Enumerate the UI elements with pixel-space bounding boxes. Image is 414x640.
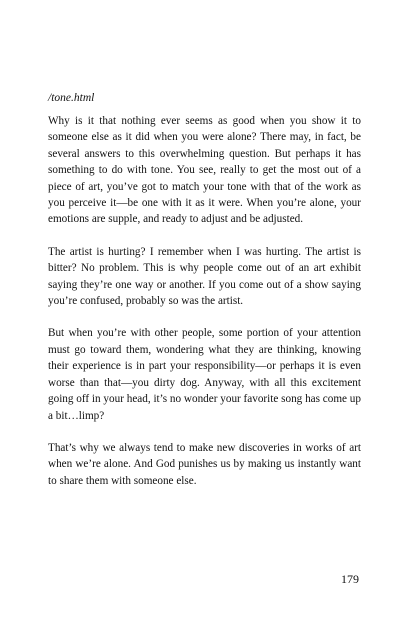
paragraph: Why is it that nothing ever seems as good when you show it to someone else as it did when you were alone? There may, in fact, be several answers to this overwhelming question. But perhaps it has something to do with tone. You see, really to get the most out of a piece of art, you’ve got to match your tone with that of the work as you perceive it—be one with it as it were. When you’re alone, your emotions are supple, and ready to adjust and be adjusted. [48, 115, 361, 226]
paragraph: The artist is hurting? I remember when I was hurting. The artist is bitter? No problem. This is why people come out of an art exhibit saying they’re one way or another. If you come out of a show saying you’re confused, probably so was the artist. [48, 245, 361, 308]
page-header: /tone.html [48, 92, 95, 104]
page-number: 179 [341, 572, 359, 586]
body-text [48, 113, 361, 505]
paragraph: That’s why we always tend to make new discoveries in works of art when we’re alone. And God punishes us by making us instantly want to share them with someone else. [48, 441, 361, 487]
paragraph: But when you’re with other people, some portion of your attention must go toward them, wondering what they are thinking, knowing their experience is in part your responsibility—or perhaps it is even worse than that—you dirty dog. Anyway, with all this excitement going off in your head, it’s no wonder your favorite song has come up a bit…limp? [48, 327, 361, 422]
